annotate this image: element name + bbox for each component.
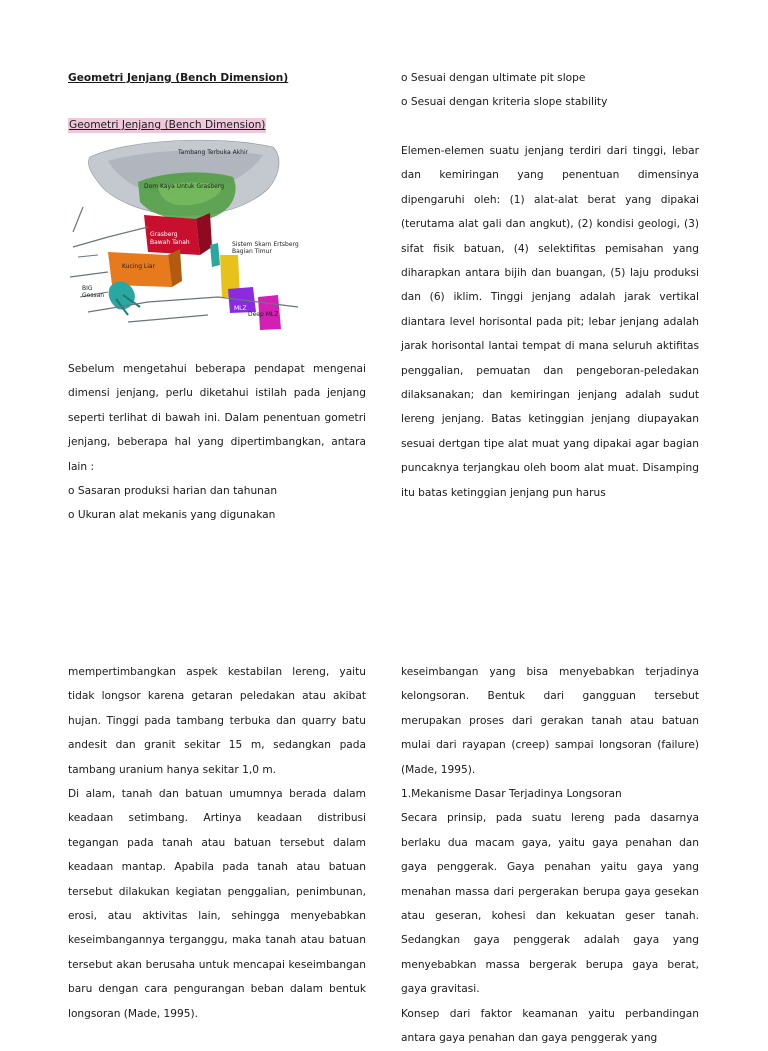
- label-sistem: Sistem Skarn Ertsberg: [232, 241, 299, 248]
- section-heading: 1.Mekanisme Dasar Terjadinya Longsoran: [401, 788, 622, 801]
- page-separator: [0, 590, 768, 591]
- label-tambang: Tambang Terbuka Akhir: [178, 149, 249, 156]
- list-item: o Sasaran produksi harian dan tahunan: [68, 485, 278, 498]
- page1-right-body: [401, 139, 699, 505]
- paragraph: Di alam, tanah dan batuan umumnya berada dalam keadaan setimbang. Artinya keadaan distribusi tegangan pada tanah atau batuan tersebut dalam keadaan mantap. Apabila pada tanah atau batuan tersebut dilakukan kegiatan penggalian, penimbunan, erosi, atau aktivitas lain, sehingga menyebabkan keseimbangannya terganggu, maka tanah atau batuan tersebut akan berusaha untuk mencapai keseimbangan baru dengan cara pengurangan beban dalam bentuk longsoran (Made, 1995).: [68, 788, 366, 1020]
- list-item: o Ukuran alat mekanis yang digunakan: [68, 509, 276, 522]
- section-heading: Geometri Jenjang (Bench Dimension): [68, 72, 289, 84]
- label-grasberg: Grasberg: [150, 231, 178, 238]
- label-bagian-timur: Bagian Timur: [232, 248, 272, 255]
- list-item: o Sesuai dengan kriteria slope stability: [401, 96, 608, 109]
- page1-left-body: [68, 357, 366, 528]
- label-gossan: Gossan: [82, 292, 105, 299]
- label-bawah-tanah: Bawah Tanah: [150, 239, 190, 246]
- paragraph: Sebelum mengetahui beberapa pendapat mengenai dimensi jenjang, perlu diketahui istilah pada jenjang seperti terlihat di bawah ini. Dalam penentuan gometri jenjang, beberapa hal yang dipertimbangkan, antara lain :: [68, 363, 366, 473]
- paragraph: Elemen-elemen suatu jenjang terdiri dari tinggi, lebar dan kemiringan yang penentuan dimensinya dipengaruhi oleh: (1) alat-alat berat yang dipakai (terutama alat gali dan angkut), (2) kondisi geologi, (3) sifat fisik batuan, (4) selektifitas pemisahan yang diharapkan antara bijih dan buangan, (5) laju produksi dan (6) iklim. Tinggi jenjang adalah jarak vertikal diantara level horisontal pada pit; lebar jenjang adalah jarak horisontal lantai tempat di mana seluruh aktifitas penggalian, pemuatan dan pengeboran-peledakan dilaksanakan; dan kemiringan jenjang adalah sudut lereng jenjang. Batas ketinggian jenjang diupayakan sesuai dertgan tipe alat muat yang dipakai agar bagian puncaknya terjangkau oleh boom alat muat. Disamping itu batas ketinggian jenjang pun harus: [401, 145, 699, 499]
- label-kucing-liar: Kucing Liar: [122, 263, 156, 270]
- page1-right-bullets: [401, 66, 699, 115]
- label-dom: Dom Kaya Untuk Grasberg: [144, 183, 225, 190]
- figure-title-wrap: [68, 113, 366, 137]
- paragraph: Konsep dari faktor keamanan yaitu perbandingan antara gaya penahan dan gaya penggerak yang: [401, 1007, 699, 1045]
- label-deep-mlz: Deep MLZ: [248, 311, 279, 318]
- ore-body-figure: [68, 137, 308, 337]
- figure-title: Geometri Jenjang (Bench Dimension): [69, 119, 266, 131]
- paragraph: Secara prinsip, pada suatu lereng pada dasarnya berlaku dua macam gaya, yaitu gaya penahan dan gaya penggerak. Gaya penahan yaitu gaya yang menahan massa dari pergerakan berupa gaya gesekan atau geseran, kohesi dan kekuatan geser tanah. Sedangkan gaya penggerak adalah gaya yang menyebabkan massa bergerak berupa gaya berat, gaya gravitasi.: [401, 812, 699, 996]
- page2-left-body: [68, 660, 366, 1026]
- label-mlz: MLZ: [234, 305, 247, 312]
- page1-left-column: [68, 66, 366, 90]
- ore-body-illustration: [68, 137, 308, 337]
- page2-right-body: [401, 660, 699, 1051]
- label-doz: DOZ: [244, 279, 258, 286]
- label-big: BIG: [82, 285, 93, 292]
- paragraph: keseimbangan yang bisa menyebabkan terjadinya kelongsoran. Bentuk dari gangguan tersebut merupakan proses dari gerakan tanah atau batuan mulai dari rayapan (creep) sampai longsoran (failure) (Made, 1995).: [401, 666, 699, 776]
- paragraph: mempertimbangkan aspek kestabilan lereng, yaitu tidak longsor karena getaran peledakan atau akibat hujan. Tinggi pada tambang terbuka dan quarry batu andesit dan granit sekitar 15 m, sedangkan pada tambang uranium hanya sekitar 1,0 m.: [68, 666, 366, 776]
- list-item: o Sesuai dengan ultimate pit slope: [401, 72, 586, 84]
